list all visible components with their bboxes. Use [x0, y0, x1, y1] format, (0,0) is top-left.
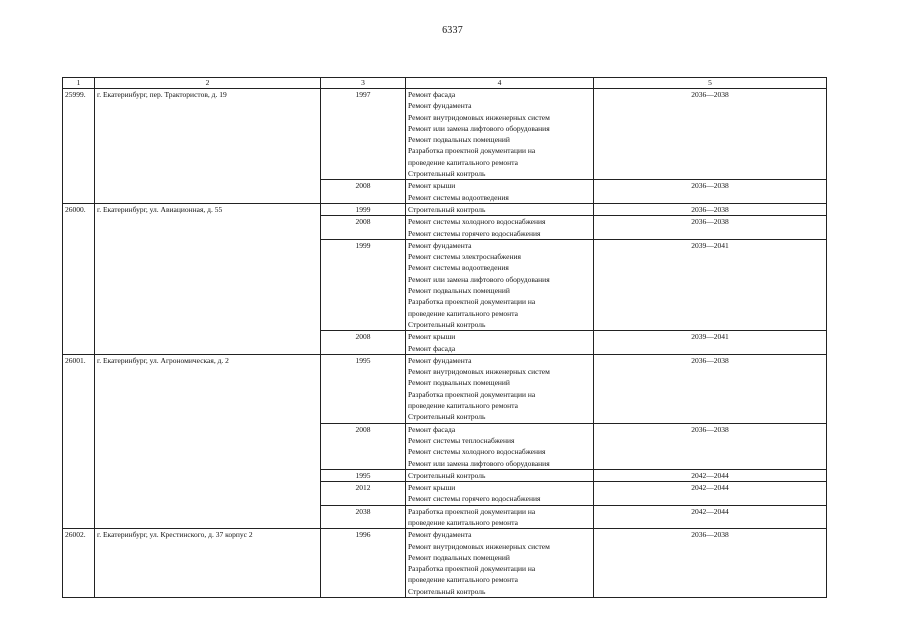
- planned-period: 2039—2041: [594, 239, 827, 330]
- planned-period: 2036—2038: [594, 180, 827, 204]
- work-item: Ремонт фасада: [408, 90, 456, 99]
- building-address: г. Екатеринбург, ул. Авиационная, д. 55: [95, 203, 321, 354]
- work-item: проведение капитального ремонта: [408, 575, 518, 585]
- column-number-5: 5: [594, 78, 827, 89]
- works-list: [406, 216, 594, 240]
- record-number: 26001.: [63, 354, 95, 528]
- work-item: Ремонт подвальных помещений: [408, 286, 510, 296]
- work-item: проведение капитального ремонта: [408, 308, 518, 318]
- works-list: [406, 469, 594, 481]
- last-repair-year: 1999: [321, 203, 406, 215]
- page-number: 6337: [442, 25, 463, 36]
- work-item: Ремонт внутридомовых инженерных систем: [408, 541, 550, 551]
- planned-period: 2042—2044: [594, 469, 827, 481]
- works-list: [406, 180, 594, 204]
- work-item: Разработка проектной документации на: [408, 146, 536, 156]
- planned-period: 2036—2038: [594, 216, 827, 240]
- work-item: Ремонт или замена лифтового оборудования: [408, 123, 550, 133]
- work-item: Ремонт подвальных помещений: [408, 378, 510, 388]
- work-item: Ремонт или замена лифтового оборудования: [408, 458, 550, 468]
- works-list: [406, 482, 594, 506]
- building-address: г. Екатеринбург, ул. Агрономическая, д. 2: [95, 354, 321, 528]
- works-list: [406, 203, 594, 215]
- column-number-4: 4: [406, 78, 594, 89]
- work-item: Разработка проектной документации на: [408, 564, 536, 574]
- work-item: Ремонт фундамента: [408, 240, 472, 250]
- work-item: Ремонт системы холодного водоснабжения: [408, 447, 546, 457]
- last-repair-year: 2008: [321, 331, 406, 355]
- work-item: Ремонт подвальных помещений: [408, 135, 510, 145]
- work-item: Ремонт системы теплоснабжения: [408, 435, 515, 445]
- column-number-row: [63, 78, 827, 89]
- column-number-2: 2: [95, 78, 321, 89]
- works-list: [406, 354, 594, 423]
- work-item: Ремонт крыши: [408, 332, 456, 342]
- table-row: [63, 354, 827, 423]
- record-number: 26002.: [63, 529, 95, 598]
- last-repair-year: 2038: [321, 505, 406, 529]
- last-repair-year: 2008: [321, 216, 406, 240]
- work-item: Ремонт фасада: [408, 424, 456, 434]
- table-row: [63, 203, 827, 215]
- work-item: Ремонт системы водоотведения: [408, 263, 509, 273]
- repair-schedule-table: [62, 77, 827, 598]
- table-body: [63, 78, 827, 598]
- last-repair-year: 2008: [321, 180, 406, 204]
- last-repair-year: 2008: [321, 423, 406, 469]
- work-item: Строительный контроль: [408, 169, 486, 179]
- planned-period: 2036—2038: [594, 423, 827, 469]
- building-address: г. Екатеринбург, пер. Трактористов, д. 19: [95, 89, 321, 204]
- work-item: Разработка проектной документации на: [408, 506, 536, 516]
- planned-period: 2036—2038: [594, 203, 827, 215]
- works-list: [406, 529, 594, 598]
- planned-period: 2042—2044: [594, 482, 827, 506]
- work-item: Строительный контроль: [408, 586, 486, 596]
- last-repair-year: 1996: [321, 529, 406, 598]
- work-item: Ремонт системы водоотведения: [408, 192, 509, 202]
- table-row: [63, 89, 827, 180]
- work-item: Ремонт системы электроснабжения: [408, 252, 521, 262]
- work-item: Ремонт фундамента: [408, 101, 472, 111]
- works-list: [406, 89, 594, 180]
- work-item: Ремонт фасада: [408, 343, 456, 353]
- work-item: Строительный контроль: [408, 319, 486, 329]
- last-repair-year: 1997: [321, 89, 406, 180]
- work-item: Ремонт системы холодного водоснабжения: [408, 217, 546, 227]
- record-number: 26000.: [63, 203, 95, 354]
- planned-period: 2042—2044: [594, 505, 827, 529]
- last-repair-year: 1995: [321, 469, 406, 481]
- work-item: Ремонт внутридомовых инженерных систем: [408, 367, 550, 377]
- work-item: Строительный контроль: [408, 204, 486, 214]
- building-address: г. Екатеринбург, ул. Крестинского, д. 37 корпус 2: [95, 529, 321, 598]
- table-row: [63, 529, 827, 598]
- planned-period: 2036—2038: [594, 354, 827, 423]
- planned-period: 2036—2038: [594, 529, 827, 598]
- work-item: Ремонт фундамента: [408, 355, 472, 365]
- work-item: Ремонт фундамента: [408, 530, 472, 540]
- last-repair-year: 1995: [321, 354, 406, 423]
- column-number-3: 3: [321, 78, 406, 89]
- last-repair-year: 1999: [321, 239, 406, 330]
- work-item: Ремонт системы горячего водоснабжения: [408, 494, 541, 504]
- last-repair-year: 2012: [321, 482, 406, 506]
- works-list: [406, 423, 594, 469]
- column-number-1: 1: [63, 78, 95, 89]
- work-item: Ремонт или замена лифтового оборудования: [408, 274, 550, 284]
- work-item: Ремонт внутридомовых инженерных систем: [408, 112, 550, 122]
- work-item: Разработка проектной документации на: [408, 389, 536, 399]
- work-item: Строительный контроль: [408, 470, 486, 480]
- work-item: Ремонт системы горячего водоснабжения: [408, 228, 541, 238]
- work-item: Ремонт крыши: [408, 483, 456, 493]
- work-item: Строительный контроль: [408, 412, 486, 422]
- work-item: проведение капитального ремонта: [408, 401, 518, 411]
- repair-schedule-table-wrapper: [62, 77, 827, 598]
- work-item: Разработка проектной документации на: [408, 297, 536, 307]
- work-item: Ремонт подвальных помещений: [408, 552, 510, 562]
- works-list: [406, 505, 594, 529]
- work-item: проведение капитального ремонта: [408, 157, 518, 167]
- works-list: [406, 239, 594, 330]
- work-item: проведение капитального ремонта: [408, 517, 518, 527]
- planned-period: 2036—2038: [594, 89, 827, 180]
- record-number: 25999.: [63, 89, 95, 204]
- work-item: Ремонт крыши: [408, 181, 456, 191]
- works-list: [406, 331, 594, 355]
- planned-period: 2039—2041: [594, 331, 827, 355]
